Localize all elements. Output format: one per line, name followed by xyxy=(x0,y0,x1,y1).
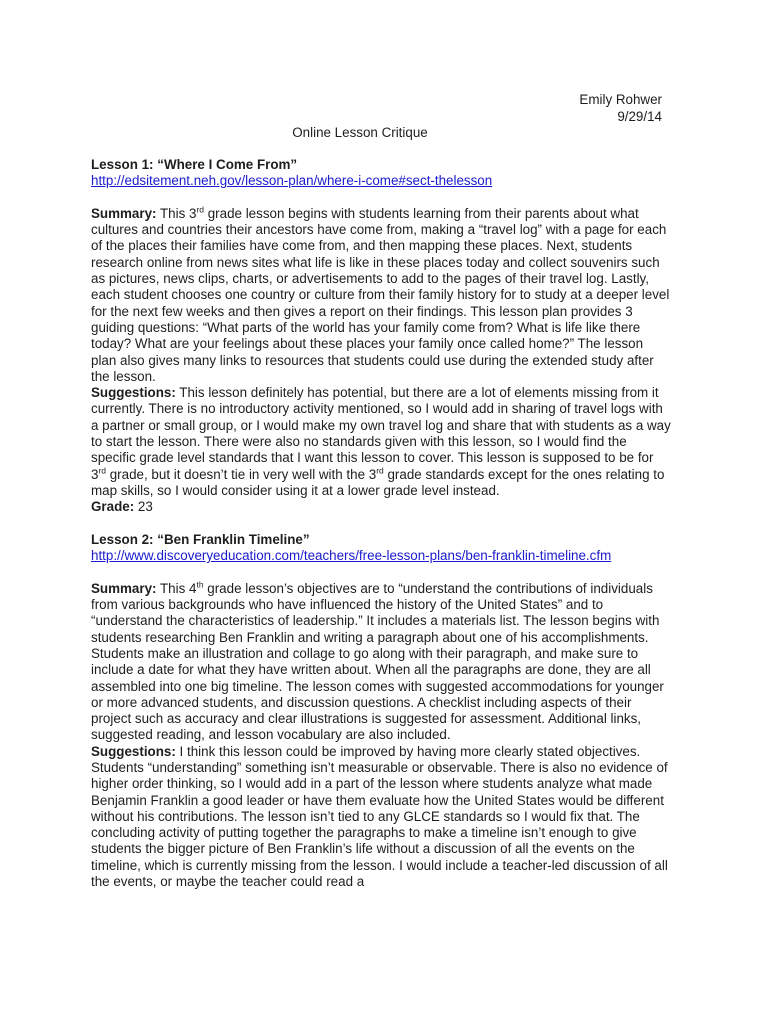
spacer xyxy=(91,190,671,206)
lesson1-suggestions-text-c: grade standards except for the ones relating to map skills, so I would consider using it at a lower grade level instead. xyxy=(91,466,665,498)
lesson1-summary-text-a: This 3 xyxy=(159,205,197,221)
author-name: Emily Rohwer xyxy=(579,92,662,107)
lesson1-name: “Where I Come From” xyxy=(157,157,298,172)
lesson1-summary-sup: rd xyxy=(196,204,205,215)
lesson2-label: Lesson 2: xyxy=(91,531,154,547)
lesson2-link[interactable]: http://www.discoveryeducation.com/teachers/free-lesson-plans/ben-franklin-timeline.cfm xyxy=(91,548,612,564)
lesson1-summary xyxy=(91,206,671,385)
lesson1-suggestions xyxy=(91,385,671,499)
lesson1-suggestions-text-b: grade, but it doesn’t tie in very well with the 3 xyxy=(106,466,377,482)
lesson2-summary-text-b: grade lesson’s objectives are to “understand the contributions of individuals from various backgrounds who have influenced the history of the United States” and to “understand the characteristics of leadership.” It includes a materials list. The lesson begins with students researching Ben Franklin and writing a paragraph about one of his accomplishments. Students make an illustration and collage to go along with their paragraph, and make sure to include a date for what they have written about. When all the paragraphs are done, they are all assembled into one big timeline. The lesson comes with suggested accommodations for younger or more advanced students, and discussion questions. A checklist including aspects of their project such as accuracy and clear illustrations is suggested for assessment. Additional links, suggested reading, and lesson vocabulary are also included. xyxy=(91,580,664,743)
lesson2-summary-sup: th xyxy=(196,579,204,590)
lesson1-link-line xyxy=(91,173,671,189)
spacer xyxy=(91,564,671,580)
lesson2-heading xyxy=(91,532,671,548)
document-date: 9/29/14 xyxy=(617,108,662,124)
lesson2-suggestions-text: I think this lesson could be improved by having more clearly stated objectives. Students “understanding” something isn’t measurable or observable. There is also no evidence of higher order thinking, so I would add in a part of the lesson where students analyze what made Benjamin Franklin a good leader or have them evaluate how the United States would be different without his contributions. The lesson isn’t tied to any GLCE standards so I would fix that. The concluding activity of putting together the paragraphs to make a timeline isn’t enough to give students the bigger picture of Ben Franklin’s life without a discussion of all the events on the timeline, which is currently missing from the lesson. I would include a teacher-led discussion of all the events, or maybe the teacher could read a xyxy=(91,743,668,890)
lesson1-suggestions-text-a: This lesson definitely has potential, but there are a lot of elements missing from it currently. There is no introductory activity mentioned, so I would add in sharing of travel logs with a partner or small group, or I would make my own travel log and share that with students as a way to start the lesson. There were also no standards given with this lesson, so I would find the specific grade level standards that I want this lesson to cover. This lesson is supposed to be for 3 xyxy=(91,385,671,482)
lesson2-link-line xyxy=(91,548,671,564)
lesson1-summary-label: Summary: xyxy=(91,205,157,221)
spacer xyxy=(91,516,671,532)
lesson1-grade-label: Grade: xyxy=(91,499,135,515)
lesson1-link[interactable]: http://edsitement.neh.gov/lesson-plan/where-i-come#sect-thelesson xyxy=(91,173,493,189)
lesson1-suggestions-sup1: rd xyxy=(98,465,107,476)
lesson1-grade xyxy=(91,499,671,515)
lesson1-suggestions-label: Suggestions: xyxy=(91,385,176,401)
lesson1-summary-text-b: grade lesson begins with students learning from their parents about what cultures and countries their ancestors have come from, making a “travel log” with a page for each of the places their families have come from, and then mapping these places. Next, students research online from news sites what life is like in these places today and collect souvenirs such as pictures, news clips, charts, or advertisements to add to the pages of their travel log. Lastly, each student chooses one country or culture from their family history for to study at a deeper level for the next few weeks and then gives a report on their findings. This lesson plan provides 3 guiding questions: “What parts of the world has your family come from? What is life like there today? What are your feelings about these places your family once called home?” The lesson plan also gives many links to resources that students could use during the extended study after the lesson. xyxy=(91,205,670,384)
lesson1-label: Lesson 1: xyxy=(91,157,154,172)
lesson1-suggestions-sup2: rd xyxy=(376,465,384,476)
lesson2-summary-label: Summary: xyxy=(91,580,157,596)
lesson2-summary-text-a: This 4 xyxy=(159,580,197,596)
lesson2-summary xyxy=(91,581,671,744)
lesson1-heading xyxy=(91,157,671,173)
lesson1-grade-value: 23 xyxy=(137,499,153,515)
author-block xyxy=(579,92,662,125)
lesson2-name: “Ben Franklin Timeline” xyxy=(157,531,310,547)
document-body xyxy=(91,157,671,890)
lesson2-suggestions xyxy=(91,744,671,891)
lesson2-suggestions-label: Suggestions: xyxy=(91,743,176,759)
document-title: Online Lesson Critique xyxy=(292,125,428,140)
